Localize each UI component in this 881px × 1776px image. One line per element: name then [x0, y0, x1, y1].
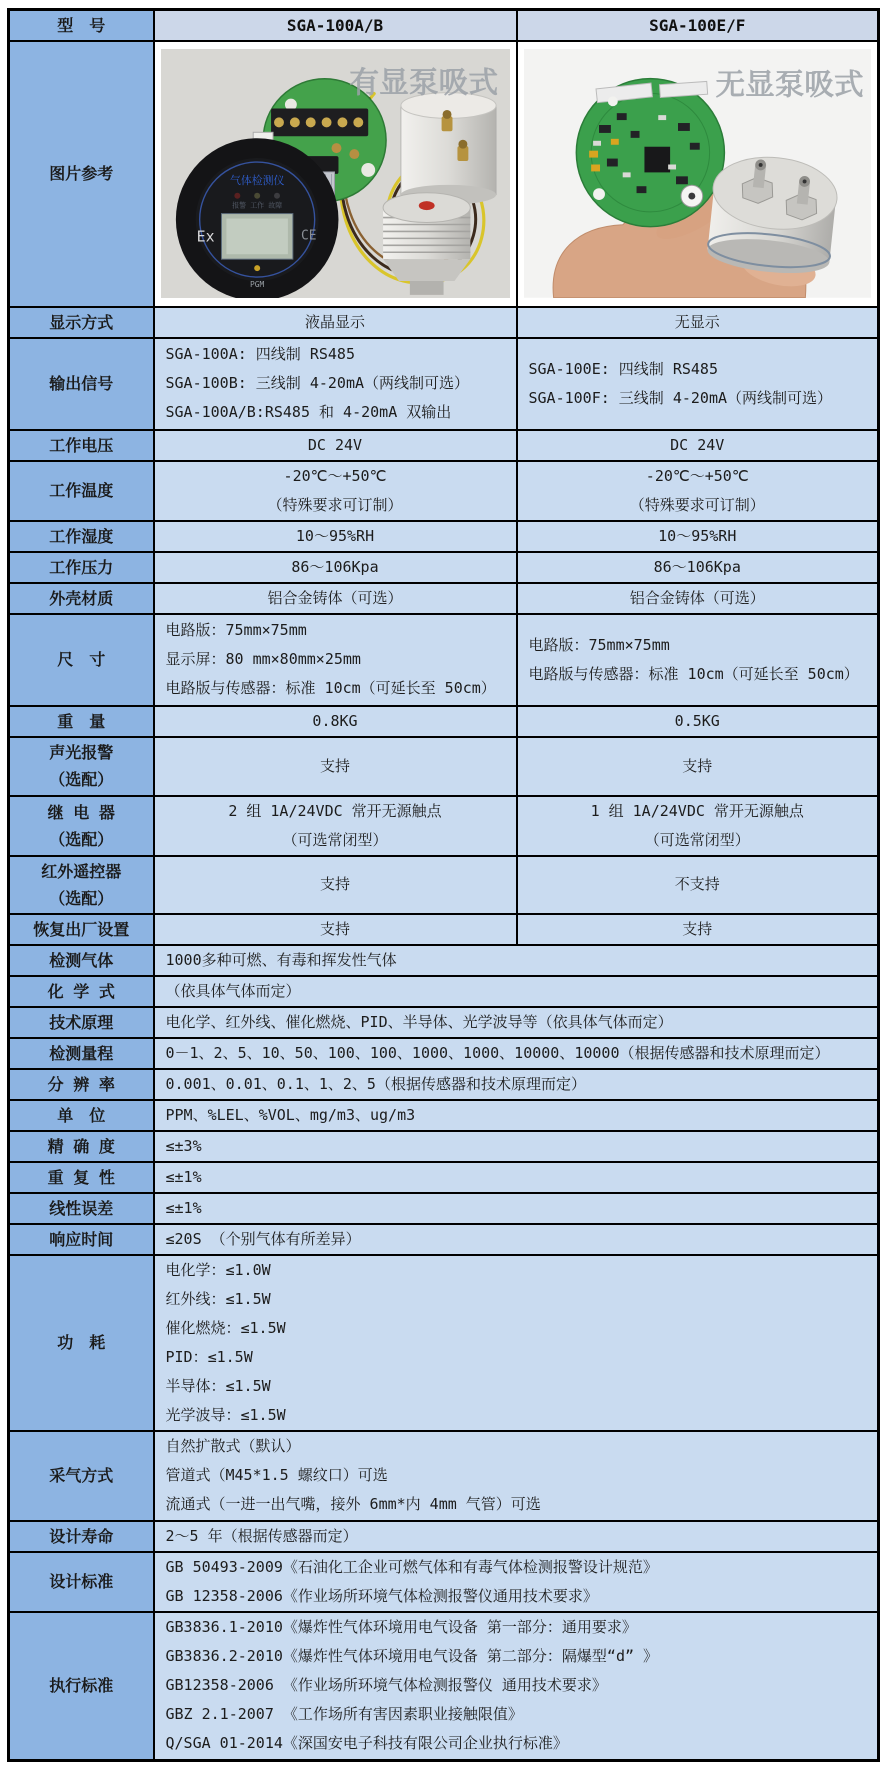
range-text: 0－1、2、5、10、50、100、100、1000、1000、10000、10000（根据传感器和技术原理而定）	[165, 1043, 830, 1062]
relay-b-line1: 1 组 1A/24VDC 常开无源触点	[590, 801, 804, 820]
spec-sheet	[0, 8, 881, 1776]
spec-row-gases	[9, 945, 879, 976]
spec-row-output	[9, 338, 879, 430]
design-std-line1: GB 50493-2009《石油化工企业可燃气体和有毒气体检测报警设计规范》	[165, 1557, 658, 1576]
row-label-range: 检测量程	[9, 1038, 154, 1069]
size-a-line2: 显示屏：80 mm×80mm×25mm	[165, 650, 361, 668]
reset-a: 支持	[154, 914, 517, 945]
row-label-linearity: 线性误差	[9, 1193, 154, 1224]
row-label-unit: 单 位	[9, 1100, 154, 1131]
voltage-a: DC 24V	[154, 430, 517, 461]
spec-table	[7, 8, 880, 1762]
row-label-size: 尺 寸	[9, 614, 154, 706]
row-label-output: 输出信号	[9, 338, 154, 430]
watermark-text-b: 无显泵吸式	[715, 67, 864, 102]
spec-row-size	[9, 614, 879, 706]
spec-row-range	[9, 1038, 879, 1069]
row-label-resolution: 分 辨 率	[9, 1069, 154, 1100]
response-value: ≤20S （个别气体有所差异）	[154, 1224, 879, 1255]
output-b-line2: SGA-100F: 三线制 4-20mA（两线制可选）	[528, 388, 833, 407]
detector-head	[175, 138, 338, 299]
spec-row-temperature	[9, 461, 879, 521]
spec-row-exec-standards	[9, 1612, 879, 1761]
spec-row-housing	[9, 583, 879, 614]
spec-row-resolution	[9, 1069, 879, 1100]
cylinder-sensor-a	[400, 92, 495, 204]
image-row	[9, 41, 879, 307]
principle-value: 电化学、红外线、催化燃烧、PID、半导体、光学波导等（依具体气体而定）	[154, 1007, 879, 1038]
repeatability-value: ≤±1%	[154, 1162, 879, 1193]
row-label-temperature: 工作温度	[9, 461, 154, 521]
exec-std-line2: GB3836.2-2010《爆炸性气体环境用电气设备 第二部分：隔爆型“d” 》	[165, 1647, 659, 1666]
row-label-lifespan: 设计寿命	[9, 1521, 154, 1552]
row-label-response: 响应时间	[9, 1224, 154, 1255]
voltage-b: DC 24V	[517, 430, 879, 461]
svg-text:报警 工作 故障: 报警 工作 故障	[231, 201, 282, 210]
output-a-line2: SGA-100B: 三线制 4-20mA（两线制可选）	[165, 374, 470, 392]
relay-label-line1: 继 电 器	[47, 802, 115, 822]
product-photo-a	[161, 49, 510, 299]
model-b-header: SGA-100E/F	[517, 10, 879, 41]
exec-standards-value	[154, 1612, 879, 1761]
relay-b-line2: （可选常闭型）	[644, 830, 750, 849]
output-b	[517, 338, 879, 430]
spec-row-display	[9, 307, 879, 338]
watermark-text-a: 有显泵吸式	[348, 65, 498, 101]
row-label-design-standards: 设计标准	[9, 1552, 154, 1612]
product-photo-a-cell	[154, 41, 517, 307]
spec-row-principle	[9, 1007, 879, 1038]
temperature-b-line2: （特殊要求可订制）	[629, 495, 765, 514]
power-value	[154, 1255, 879, 1431]
spec-row-design-standards	[9, 1552, 879, 1612]
spec-row-weight	[9, 706, 879, 737]
power-line6: 光学波导：≤1.5W	[165, 1405, 286, 1424]
svg-text:CE: CE	[300, 227, 316, 243]
range-value	[154, 1038, 879, 1069]
exec-std-line4: GBZ 2.1-2007 《工作场所有害因素职业接触限值》	[165, 1705, 523, 1724]
weight-a: 0.8KG	[154, 706, 517, 737]
relay-a-line2: （可选常闭型）	[282, 830, 388, 849]
lifespan-value: 2～5 年（根据传感器而定）	[154, 1521, 879, 1552]
temperature-b	[517, 461, 879, 521]
product-photo-b	[524, 49, 872, 298]
display-b: 无显示	[517, 307, 879, 338]
relay-label-line2: （选配）	[49, 829, 114, 849]
header-label: 型 号	[9, 10, 154, 41]
humidity-b: 10～95%RH	[517, 521, 879, 552]
spec-row-unit	[9, 1100, 879, 1131]
sensor-red-dot	[418, 201, 434, 210]
power-line4: PID：≤1.5W	[165, 1347, 253, 1366]
housing-b: 铝合金铸体（可选）	[517, 583, 879, 614]
sampling-value	[154, 1431, 879, 1521]
housing-a: 铝合金铸体（可选）	[154, 583, 517, 614]
row-label-gases: 检测气体	[9, 945, 154, 976]
spec-row-lifespan	[9, 1521, 879, 1552]
pressure-a: 86～106Kpa	[154, 552, 517, 583]
row-label-pressure: 工作压力	[9, 552, 154, 583]
row-label-alarm	[9, 737, 154, 796]
row-label-voltage: 工作电压	[9, 430, 154, 461]
row-label-principle: 技术原理	[9, 1007, 154, 1038]
spec-row-pressure	[9, 552, 879, 583]
row-label-reset: 恢复出厂设置	[9, 914, 154, 945]
output-a-line3: SGA-100A/B:RS485 和 4-20mA 双输出	[165, 403, 452, 421]
row-label-formula: 化 学 式	[9, 976, 154, 1007]
accuracy-value: ≤±3%	[154, 1131, 879, 1162]
remote-b: 不支持	[517, 856, 879, 914]
row-label-repeatability: 重 复 性	[9, 1162, 154, 1193]
spec-row-linearity	[9, 1193, 879, 1224]
svg-text:PGM: PGM	[249, 279, 264, 289]
size-a-line1: 电路版：75mm×75mm	[165, 621, 307, 639]
product-photo-b-cell	[517, 41, 879, 307]
design-std-line2: GB 12358-2006《作业场所环境气体检测报警仪通用技术要求》	[165, 1586, 598, 1605]
temperature-a-line2: （特殊要求可订制）	[267, 495, 403, 514]
header-row	[9, 10, 879, 41]
exec-std-line3: GB12358-2006 《作业场所环境气体检测报警仪 通用技术要求》	[165, 1676, 607, 1695]
spec-row-alarm	[9, 737, 879, 796]
spec-row-reset	[9, 914, 879, 945]
remote-label-line1: 红外遥控器	[41, 861, 122, 881]
temperature-a-line1: -20℃～+50℃	[283, 466, 387, 485]
alarm-label-line2: （选配）	[49, 770, 114, 789]
alarm-a: 支持	[154, 737, 517, 796]
spec-row-accuracy	[9, 1131, 879, 1162]
resolution-value: 0.001、0.01、0.1、1、2、5（根据传感器和技术原理而定）	[154, 1069, 879, 1100]
output-a-line1: SGA-100A: 四线制 RS485	[165, 345, 355, 363]
remote-label-line2: （选配）	[49, 888, 114, 908]
power-line1: 电化学：≤1.0W	[165, 1260, 271, 1279]
row-label-weight: 重 量	[9, 706, 154, 737]
spec-row-remote	[9, 856, 879, 914]
svg-text:气体检测仪: 气体检测仪	[229, 173, 284, 187]
linearity-value: ≤±1%	[154, 1193, 879, 1224]
row-label-exec-standards: 执行标准	[9, 1612, 154, 1761]
gases-value: 1000多种可燃、有毒和挥发性气体	[154, 945, 879, 976]
sampling-line1: 自然扩散式（默认）	[165, 1437, 301, 1455]
power-line2: 红外线：≤1.5W	[165, 1289, 271, 1308]
temperature-b-line1: -20℃～+50℃	[645, 466, 749, 485]
svg-text:Ex: Ex	[196, 226, 215, 245]
sampling-line2: 管道式（M45*1.5 螺纹口）可选	[165, 1466, 388, 1484]
size-a	[154, 614, 517, 706]
spec-row-voltage	[9, 430, 879, 461]
relay-a-line1: 2 组 1A/24VDC 常开无源触点	[228, 801, 442, 820]
row-label-accuracy: 精 确 度	[9, 1131, 154, 1162]
relay-b	[517, 796, 879, 856]
output-b-line1: SGA-100E: 四线制 RS485	[528, 359, 718, 378]
spec-row-power	[9, 1255, 879, 1431]
unit-value: PPM、%LEL、%VOL、mg/m3、ug/m3	[154, 1100, 879, 1131]
output-a	[154, 338, 517, 430]
exec-std-line1: GB3836.1-2010《爆炸性气体环境用电气设备 第一部分：通用要求》	[165, 1618, 637, 1637]
formula-value: （依具体气体而定）	[154, 976, 879, 1007]
model-a-header: SGA-100A/B	[154, 10, 517, 41]
spec-row-response	[9, 1224, 879, 1255]
alarm-b: 支持	[517, 737, 879, 796]
row-label-housing: 外壳材质	[9, 583, 154, 614]
image-row-label: 图片参考	[9, 41, 154, 307]
alarm-label-line1: 声光报警	[49, 743, 114, 762]
spec-row-humidity	[9, 521, 879, 552]
display-a: 液晶显示	[154, 307, 517, 338]
size-b-line2: 电路版与传感器：标准 10cm（可延长至 50cm）	[528, 664, 859, 683]
weight-b: 0.5KG	[517, 706, 879, 737]
exec-std-line5: Q/SGA 01-2014《深国安电子科技有限公司企业执行标准》	[165, 1734, 568, 1753]
relay-a	[154, 796, 517, 856]
row-label-relay	[9, 796, 154, 856]
temperature-a	[154, 461, 517, 521]
size-a-line3: 电路版与传感器：标准 10cm（可延长至 50cm）	[165, 679, 496, 697]
design-standards-value	[154, 1552, 879, 1612]
row-label-power: 功 耗	[9, 1255, 154, 1431]
spec-row-relay	[9, 796, 879, 856]
pressure-b: 86～106Kpa	[517, 552, 879, 583]
remote-a: 支持	[154, 856, 517, 914]
sampling-line3: 流通式（一进一出气嘴，接外 6mm*内 4mm 气管）可选	[165, 1495, 541, 1513]
row-label-remote	[9, 856, 154, 914]
spec-row-sampling	[9, 1431, 879, 1521]
row-label-humidity: 工作湿度	[9, 521, 154, 552]
row-label-display: 显示方式	[9, 307, 154, 338]
size-b	[517, 614, 879, 706]
size-b-line1: 电路版：75mm×75mm	[528, 635, 670, 654]
reset-b: 支持	[517, 914, 879, 945]
humidity-a: 10～95%RH	[154, 521, 517, 552]
row-label-sampling: 采气方式	[9, 1431, 154, 1521]
power-line5: 半导体：≤1.5W	[165, 1376, 271, 1395]
power-line3: 催化燃烧：≤1.5W	[165, 1318, 286, 1337]
spec-row-formula	[9, 976, 879, 1007]
spec-row-repeatability	[9, 1162, 879, 1193]
